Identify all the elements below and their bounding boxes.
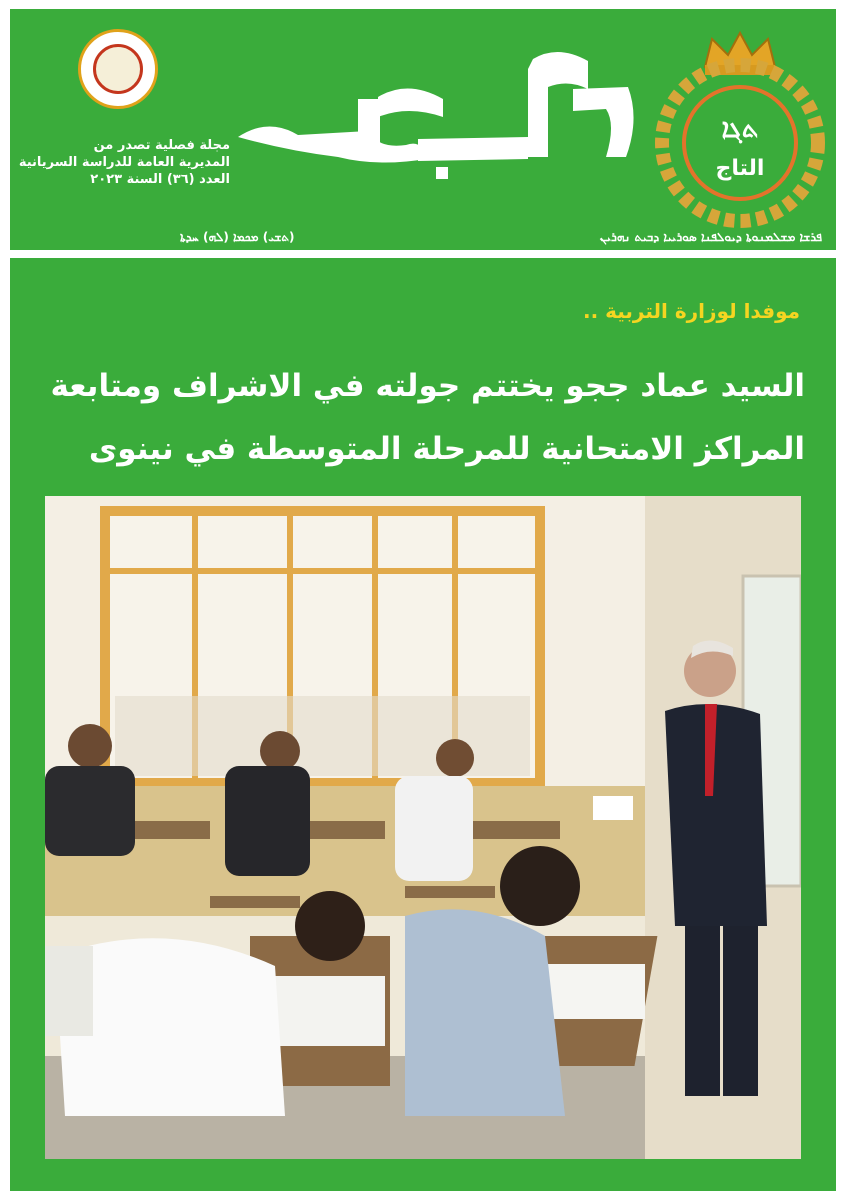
ministry-emblem-icon xyxy=(78,29,158,109)
header-divider xyxy=(10,250,836,258)
publication-info xyxy=(10,137,230,188)
publication-line: العدد (٣٦) السنة ٢٠٢٣ xyxy=(90,172,230,187)
article-kicker: موفدا لوزارة التربية .. xyxy=(582,299,800,323)
magazine-cover xyxy=(10,9,836,1191)
crown-laurel-badge-icon xyxy=(650,25,830,230)
publication-line: مجلة فصلية تصدر من xyxy=(93,138,230,153)
publication-line: المديرية العامة للدراسة السريانية xyxy=(18,155,230,170)
headline-line-2: المراكز الامتحانية للمرحلة المتوسطة في نينوى xyxy=(88,431,805,467)
masthead-title-logo xyxy=(228,39,648,189)
emblem-center xyxy=(93,44,143,94)
classroom-exam-photo xyxy=(45,496,801,1159)
badge-arabic-text: التاج xyxy=(715,156,765,181)
badge-syriac-text: ܬܓܐ xyxy=(721,114,759,144)
syriac-subtitle-left: (ܬܫܝ) ܡܟܡܐ (ܠܗ) ܚܕܬܐ xyxy=(180,230,295,244)
headline-line-1: السيد عماد ججو يختتم جولته في الاشراف ومتابعة xyxy=(50,368,805,404)
syriac-subtitle-bar xyxy=(10,227,836,249)
syriac-subtitle-right: ܦܪܫܐ ܡܫܠܡܢܘܬܐ ܕܝܘܠܦܢܐ ܣܘܪܝܝܐ ܕܒܝܬ ܢܗܪܝܢ xyxy=(599,230,822,244)
